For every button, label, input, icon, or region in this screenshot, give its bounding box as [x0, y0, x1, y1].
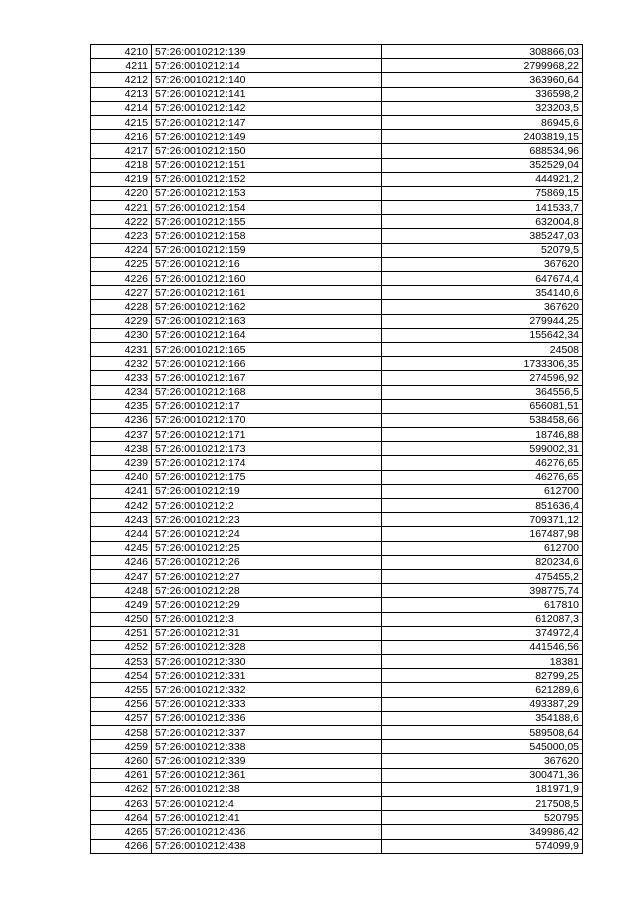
- cadastral-value-cell: 24508: [382, 342, 583, 356]
- cadastral-number-cell: 57:26:0010212:2: [152, 499, 382, 513]
- row-number-cell: 4231: [91, 342, 152, 356]
- table-row: [91, 229, 583, 243]
- cadastral-value-cell: 46276,65: [382, 470, 583, 484]
- table-row: [91, 711, 583, 725]
- row-number-cell: 4242: [91, 499, 152, 513]
- cadastral-number-cell: 57:26:0010212:171: [152, 428, 382, 442]
- row-number-cell: 4216: [91, 130, 152, 144]
- table-row: [91, 484, 583, 498]
- cadastral-number-cell: 57:26:0010212:330: [152, 655, 382, 669]
- cadastral-number-cell: 57:26:0010212:152: [152, 172, 382, 186]
- cadastral-value-cell: 820234,6: [382, 555, 583, 569]
- row-number-cell: 4246: [91, 555, 152, 569]
- cadastral-value-cell: 612700: [382, 541, 583, 555]
- row-number-cell: 4244: [91, 527, 152, 541]
- row-number-cell: 4210: [91, 45, 152, 59]
- cadastral-number-cell: 57:26:0010212:338: [152, 740, 382, 754]
- row-number-cell: 4223: [91, 229, 152, 243]
- row-number-cell: 4212: [91, 73, 152, 87]
- cadastral-number-cell: 57:26:0010212:41: [152, 811, 382, 825]
- table-row: [91, 59, 583, 73]
- cadastral-value-cell: 52079,5: [382, 243, 583, 257]
- cadastral-value-cell: 367620: [382, 257, 583, 271]
- row-number-cell: 4237: [91, 428, 152, 442]
- row-number-cell: 4247: [91, 569, 152, 583]
- table-row: [91, 101, 583, 115]
- table-row: [91, 569, 583, 583]
- cadastral-number-cell: 57:26:0010212:162: [152, 300, 382, 314]
- cadastral-number-cell: 57:26:0010212:331: [152, 669, 382, 683]
- cadastral-value-cell: 367620: [382, 300, 583, 314]
- cadastral-value-cell: 538458,66: [382, 413, 583, 427]
- cadastral-number-cell: 57:26:0010212:16: [152, 257, 382, 271]
- cadastral-number-cell: 57:26:0010212:14: [152, 59, 382, 73]
- cadastral-value-cell: 475455,2: [382, 569, 583, 583]
- cadastral-value-cell: 279944,25: [382, 314, 583, 328]
- row-number-cell: 4255: [91, 683, 152, 697]
- cadastral-value-cell: 621289,6: [382, 683, 583, 697]
- cadastral-number-cell: 57:26:0010212:175: [152, 470, 382, 484]
- cadastral-number-cell: 57:26:0010212:339: [152, 754, 382, 768]
- row-number-cell: 4227: [91, 286, 152, 300]
- row-number-cell: 4211: [91, 59, 152, 73]
- table-row: [91, 726, 583, 740]
- table-row: [91, 257, 583, 271]
- cadastral-value-cell: 323203,5: [382, 101, 583, 115]
- cadastral-value-cell: 364556,5: [382, 385, 583, 399]
- cadastral-number-cell: 57:26:0010212:170: [152, 413, 382, 427]
- row-number-cell: 4262: [91, 782, 152, 796]
- cadastral-number-cell: 57:26:0010212:139: [152, 45, 382, 59]
- cadastral-value-cell: 688534,96: [382, 144, 583, 158]
- table-row: [91, 314, 583, 328]
- cadastral-value-cell: 2403819,15: [382, 130, 583, 144]
- cadastral-number-cell: 57:26:0010212:150: [152, 144, 382, 158]
- row-number-cell: 4220: [91, 186, 152, 200]
- row-number-cell: 4259: [91, 740, 152, 754]
- table-row: [91, 697, 583, 711]
- cadastral-value-cell: 367620: [382, 754, 583, 768]
- table-row: [91, 456, 583, 470]
- table-row: [91, 640, 583, 654]
- row-number-cell: 4214: [91, 101, 152, 115]
- cadastral-value-cell: 82799,25: [382, 669, 583, 683]
- cadastral-value-cell: 354188,6: [382, 711, 583, 725]
- row-number-cell: 4235: [91, 399, 152, 413]
- table-row: [91, 740, 583, 754]
- table-row: [91, 839, 583, 853]
- table-row: [91, 655, 583, 669]
- cadastral-number-cell: 57:26:0010212:27: [152, 569, 382, 583]
- row-number-cell: 4260: [91, 754, 152, 768]
- table-row: [91, 555, 583, 569]
- row-number-cell: 4253: [91, 655, 152, 669]
- row-number-cell: 4224: [91, 243, 152, 257]
- table-row: [91, 428, 583, 442]
- row-number-cell: 4265: [91, 825, 152, 839]
- table-row: [91, 768, 583, 782]
- row-number-cell: 4219: [91, 172, 152, 186]
- cadastral-value-table: [90, 44, 583, 854]
- table-row: [91, 215, 583, 229]
- row-number-cell: 4243: [91, 513, 152, 527]
- cadastral-number-cell: 57:26:0010212:336: [152, 711, 382, 725]
- row-number-cell: 4213: [91, 87, 152, 101]
- cadastral-number-cell: 57:26:0010212:159: [152, 243, 382, 257]
- cadastral-number-cell: 57:26:0010212:161: [152, 286, 382, 300]
- cadastral-number-cell: 57:26:0010212:4: [152, 796, 382, 810]
- row-number-cell: 4266: [91, 839, 152, 853]
- table-row: [91, 541, 583, 555]
- cadastral-value-cell: 545000,05: [382, 740, 583, 754]
- row-number-cell: 4257: [91, 711, 152, 725]
- cadastral-value-cell: 656081,51: [382, 399, 583, 413]
- table-row: [91, 626, 583, 640]
- table-row: [91, 796, 583, 810]
- cadastral-value-cell: 352529,04: [382, 158, 583, 172]
- cadastral-number-cell: 57:26:0010212:160: [152, 272, 382, 286]
- table-row: [91, 669, 583, 683]
- cadastral-value-cell: 1733306,35: [382, 357, 583, 371]
- cadastral-value-cell: 217508,5: [382, 796, 583, 810]
- cadastral-value-cell: 709371,12: [382, 513, 583, 527]
- cadastral-number-cell: 57:26:0010212:166: [152, 357, 382, 371]
- table-row: [91, 130, 583, 144]
- cadastral-value-cell: 363960,64: [382, 73, 583, 87]
- cadastral-value-cell: 354140,6: [382, 286, 583, 300]
- row-number-cell: 4250: [91, 612, 152, 626]
- table-row: [91, 73, 583, 87]
- cadastral-number-cell: 57:26:0010212:140: [152, 73, 382, 87]
- table-row: [91, 172, 583, 186]
- cadastral-number-cell: 57:26:0010212:333: [152, 697, 382, 711]
- cadastral-number-cell: 57:26:0010212:361: [152, 768, 382, 782]
- cadastral-number-cell: 57:26:0010212:26: [152, 555, 382, 569]
- cadastral-number-cell: 57:26:0010212:328: [152, 640, 382, 654]
- table-row: [91, 87, 583, 101]
- cadastral-number-cell: 57:26:0010212:38: [152, 782, 382, 796]
- cadastral-value-cell: 385247,03: [382, 229, 583, 243]
- cadastral-value-cell: 444921,2: [382, 172, 583, 186]
- cadastral-value-cell: 155642,34: [382, 328, 583, 342]
- row-number-cell: 4248: [91, 584, 152, 598]
- table-row: [91, 754, 583, 768]
- cadastral-number-cell: 57:26:0010212:155: [152, 215, 382, 229]
- table-body: [91, 45, 583, 854]
- row-number-cell: 4226: [91, 272, 152, 286]
- cadastral-number-cell: 57:26:0010212:438: [152, 839, 382, 853]
- cadastral-value-cell: 632004,8: [382, 215, 583, 229]
- row-number-cell: 4228: [91, 300, 152, 314]
- row-number-cell: 4232: [91, 357, 152, 371]
- cadastral-number-cell: 57:26:0010212:436: [152, 825, 382, 839]
- cadastral-value-cell: 647674,4: [382, 272, 583, 286]
- row-number-cell: 4254: [91, 669, 152, 683]
- row-number-cell: 4245: [91, 541, 152, 555]
- cadastral-number-cell: 57:26:0010212:23: [152, 513, 382, 527]
- cadastral-value-cell: 308866,03: [382, 45, 583, 59]
- row-number-cell: 4249: [91, 598, 152, 612]
- row-number-cell: 4218: [91, 158, 152, 172]
- cadastral-number-cell: 57:26:0010212:142: [152, 101, 382, 115]
- cadastral-value-cell: 336598,2: [382, 87, 583, 101]
- row-number-cell: 4217: [91, 144, 152, 158]
- cadastral-number-cell: 57:26:0010212:164: [152, 328, 382, 342]
- cadastral-value-cell: 374972,4: [382, 626, 583, 640]
- row-number-cell: 4252: [91, 640, 152, 654]
- cadastral-number-cell: 57:26:0010212:168: [152, 385, 382, 399]
- table-row: [91, 158, 583, 172]
- table-row: [91, 811, 583, 825]
- cadastral-number-cell: 57:26:0010212:3: [152, 612, 382, 626]
- table-row: [91, 470, 583, 484]
- cadastral-value-cell: 520795: [382, 811, 583, 825]
- cadastral-value-cell: 86945,6: [382, 115, 583, 129]
- row-number-cell: 4229: [91, 314, 152, 328]
- cadastral-number-cell: 57:26:0010212:174: [152, 456, 382, 470]
- cadastral-number-cell: 57:26:0010212:149: [152, 130, 382, 144]
- cadastral-number-cell: 57:26:0010212:19: [152, 484, 382, 498]
- table-row: [91, 782, 583, 796]
- row-number-cell: 4236: [91, 413, 152, 427]
- table-row: [91, 357, 583, 371]
- cadastral-number-cell: 57:26:0010212:29: [152, 598, 382, 612]
- row-number-cell: 4263: [91, 796, 152, 810]
- cadastral-number-cell: 57:26:0010212:163: [152, 314, 382, 328]
- cadastral-value-cell: 181971,9: [382, 782, 583, 796]
- cadastral-number-cell: 57:26:0010212:24: [152, 527, 382, 541]
- cadastral-value-cell: 167487,98: [382, 527, 583, 541]
- cadastral-value-cell: 612087,3: [382, 612, 583, 626]
- cadastral-number-cell: 57:26:0010212:337: [152, 726, 382, 740]
- table-row: [91, 825, 583, 839]
- table-row: [91, 201, 583, 215]
- table-row: [91, 385, 583, 399]
- cadastral-number-cell: 57:26:0010212:151: [152, 158, 382, 172]
- table-row: [91, 584, 583, 598]
- cadastral-number-cell: 57:26:0010212:153: [152, 186, 382, 200]
- cadastral-number-cell: 57:26:0010212:147: [152, 115, 382, 129]
- row-number-cell: 4215: [91, 115, 152, 129]
- row-number-cell: 4241: [91, 484, 152, 498]
- row-number-cell: 4222: [91, 215, 152, 229]
- cadastral-value-cell: 398775,74: [382, 584, 583, 598]
- cadastral-value-cell: 349986,42: [382, 825, 583, 839]
- table-row: [91, 499, 583, 513]
- table-row: [91, 598, 583, 612]
- table-row: [91, 328, 583, 342]
- cadastral-value-cell: 18381: [382, 655, 583, 669]
- cadastral-value-cell: 441546,56: [382, 640, 583, 654]
- table-row: [91, 413, 583, 427]
- table-row: [91, 300, 583, 314]
- row-number-cell: 4261: [91, 768, 152, 782]
- cadastral-value-cell: 617810: [382, 598, 583, 612]
- cadastral-value-cell: 851636,4: [382, 499, 583, 513]
- cadastral-value-cell: 300471,36: [382, 768, 583, 782]
- cadastral-value-cell: 46276,65: [382, 456, 583, 470]
- cadastral-number-cell: 57:26:0010212:158: [152, 229, 382, 243]
- row-number-cell: 4234: [91, 385, 152, 399]
- table-row: [91, 144, 583, 158]
- row-number-cell: 4264: [91, 811, 152, 825]
- cadastral-number-cell: 57:26:0010212:141: [152, 87, 382, 101]
- cadastral-value-cell: 574099,9: [382, 839, 583, 853]
- table-row: [91, 272, 583, 286]
- table-row: [91, 186, 583, 200]
- table-row: [91, 612, 583, 626]
- cadastral-number-cell: 57:26:0010212:167: [152, 371, 382, 385]
- row-number-cell: 4233: [91, 371, 152, 385]
- cadastral-number-cell: 57:26:0010212:165: [152, 342, 382, 356]
- table-row: [91, 286, 583, 300]
- table-row: [91, 683, 583, 697]
- row-number-cell: 4251: [91, 626, 152, 640]
- row-number-cell: 4238: [91, 442, 152, 456]
- table-row: [91, 342, 583, 356]
- table-row: [91, 45, 583, 59]
- table-row: [91, 399, 583, 413]
- cadastral-number-cell: 57:26:0010212:31: [152, 626, 382, 640]
- row-number-cell: 4258: [91, 726, 152, 740]
- row-number-cell: 4240: [91, 470, 152, 484]
- cadastral-value-cell: 612700: [382, 484, 583, 498]
- table-row: [91, 442, 583, 456]
- cadastral-value-cell: 75869,15: [382, 186, 583, 200]
- cadastral-value-cell: 493387,29: [382, 697, 583, 711]
- table-row: [91, 115, 583, 129]
- cadastral-number-cell: 57:26:0010212:28: [152, 584, 382, 598]
- cadastral-value-cell: 141533,7: [382, 201, 583, 215]
- row-number-cell: 4230: [91, 328, 152, 342]
- table-row: [91, 371, 583, 385]
- row-number-cell: 4221: [91, 201, 152, 215]
- table-row: [91, 513, 583, 527]
- cadastral-number-cell: 57:26:0010212:154: [152, 201, 382, 215]
- cadastral-number-cell: 57:26:0010212:173: [152, 442, 382, 456]
- row-number-cell: 4256: [91, 697, 152, 711]
- row-number-cell: 4239: [91, 456, 152, 470]
- cadastral-number-cell: 57:26:0010212:25: [152, 541, 382, 555]
- cadastral-number-cell: 57:26:0010212:332: [152, 683, 382, 697]
- cadastral-number-cell: 57:26:0010212:17: [152, 399, 382, 413]
- cadastral-value-cell: 274596,92: [382, 371, 583, 385]
- cadastral-value-cell: 589508,64: [382, 726, 583, 740]
- cadastral-value-cell: 18746,88: [382, 428, 583, 442]
- table-row: [91, 243, 583, 257]
- cadastral-value-cell: 2799968,22: [382, 59, 583, 73]
- table-row: [91, 527, 583, 541]
- cadastral-value-cell: 599002,31: [382, 442, 583, 456]
- row-number-cell: 4225: [91, 257, 152, 271]
